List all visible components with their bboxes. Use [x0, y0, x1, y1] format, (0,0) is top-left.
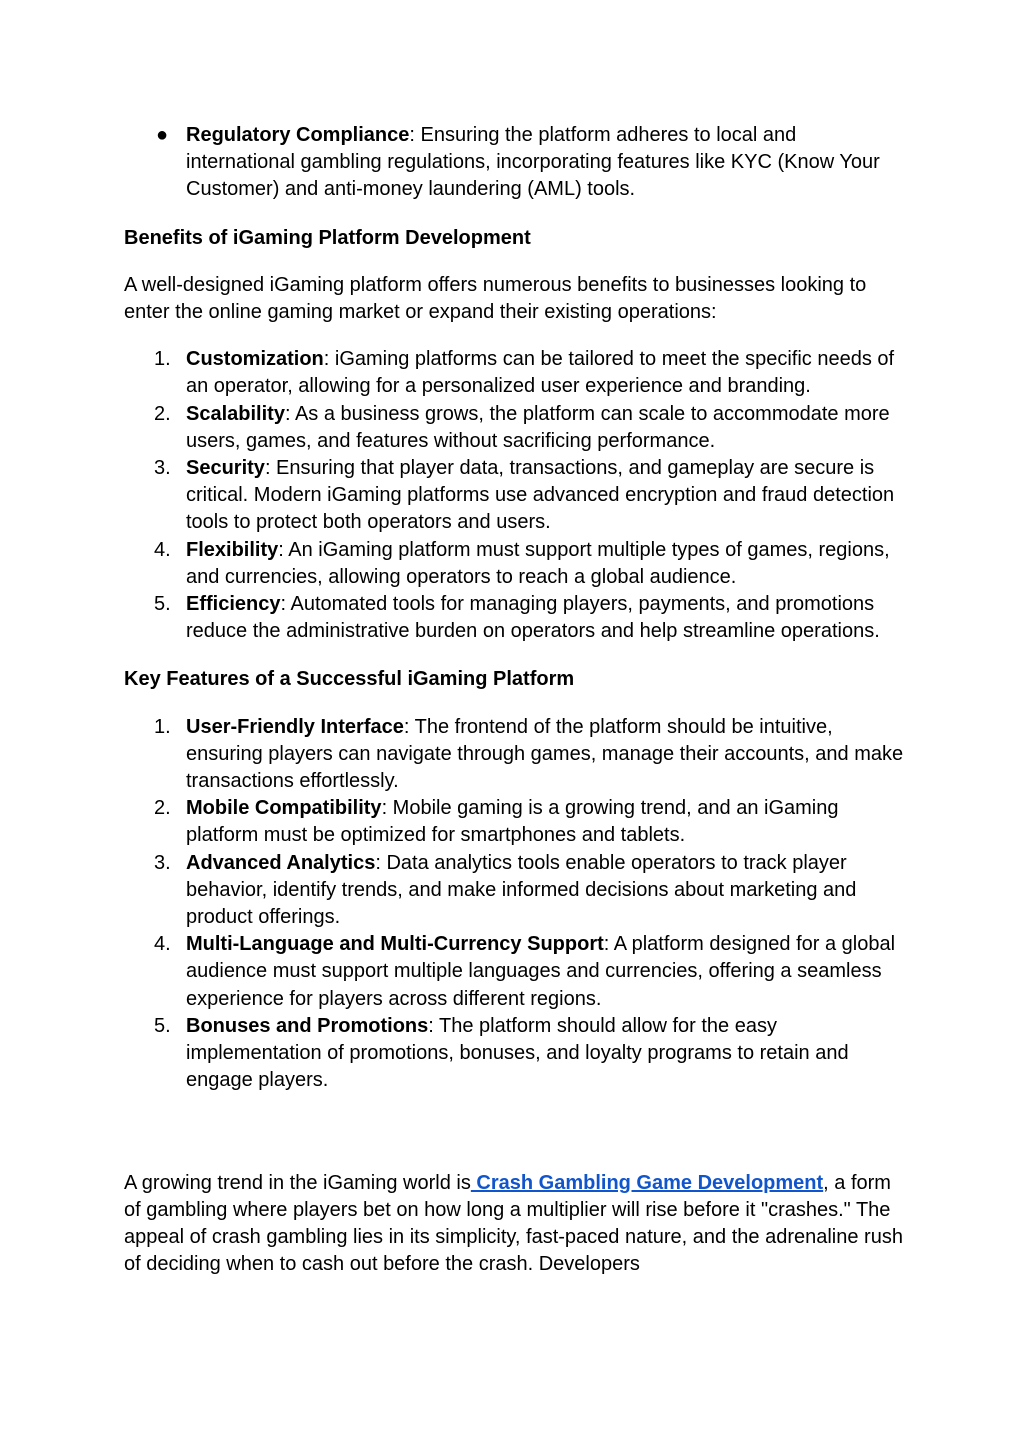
- list-item-term: Advanced Analytics: [186, 851, 376, 874]
- list-number: 2.: [154, 402, 171, 425]
- list-item: [124, 455, 904, 537]
- list-item: [124, 346, 904, 400]
- crash-gambling-link[interactable]: Crash Gambling Game Development: [470, 1171, 824, 1194]
- list-number: 3.: [154, 851, 171, 874]
- list-number: 1.: [154, 348, 171, 371]
- list-item: [124, 795, 904, 849]
- list-item-text: : An iGaming platform must support multiple types of games, regions, and currencies, allowing operators to reach a global audience.: [186, 538, 890, 588]
- list-number: 5.: [154, 593, 171, 616]
- list-item-term: Mobile Compatibility: [186, 797, 382, 820]
- crash-text-after: , a form of gambling where players bet on how long a multiplier will rise before it "crashes." The appeal of crash gambling lies in its simplicity, fast-paced nature, and the adrenaline rush of deciding when to cash out before the crash. Developers: [124, 1171, 903, 1276]
- list-number: 4.: [154, 933, 171, 956]
- benefits-list: [124, 346, 904, 645]
- list-item-term: Regulatory Compliance: [186, 124, 410, 146]
- crash-text-before: A growing trend in the iGaming world is: [124, 1171, 471, 1194]
- list-item: [124, 714, 904, 796]
- list-item-text: : Ensuring that player data, transactions, and gameplay are secure is critical. Modern iGaming platforms use advanced encryption and fraud detection tools to protect both operators and users.: [186, 457, 895, 534]
- list-number: 5.: [154, 1014, 171, 1037]
- list-item-text: : Ensuring the platform adheres to local and international gambling regulations, incorporating features like KYC (Know Your Customer) and anti-money laundering (AML) tools.: [186, 124, 880, 201]
- document-page: [124, 122, 904, 1278]
- list-item: [124, 401, 904, 455]
- list-number: 3.: [154, 457, 171, 480]
- list-item-term: Bonuses and Promotions: [186, 1014, 429, 1037]
- list-item-term: Security: [186, 457, 265, 480]
- benefits-intro: A well-designed iGaming platform offers numerous benefits to businesses looking to enter the online gaming market or expand their existing operations:: [124, 273, 867, 324]
- list-item-text: : As a business grows, the platform can scale to accommodate more users, games, and features without sacrificing performance.: [186, 402, 890, 452]
- list-item-text: : iGaming platforms can be tailored to meet the specific needs of an operator, allowing for a personalized user experience and branding.: [186, 348, 895, 398]
- list-item-text: : Mobile gaming is a growing trend, and an iGaming platform must be optimized for smartphones and tablets.: [186, 797, 839, 847]
- features-heading: Key Features of a Successful iGaming Platform: [124, 668, 575, 691]
- list-item-term: Flexibility: [186, 538, 279, 561]
- features-list: [124, 714, 904, 1095]
- list-number: 1.: [154, 715, 171, 738]
- list-item-term: Customization: [186, 348, 324, 371]
- list-item: [124, 850, 904, 932]
- list-item: [124, 591, 904, 645]
- list-item-text: : Data analytics tools enable operators to track player behavior, identify trends, and make informed decisions about marketing and product offerings.: [186, 851, 857, 929]
- list-number: 4.: [154, 538, 171, 561]
- list-item-text: : A platform designed for a global audience must support multiple languages and currencies, offering a seamless experience for players across different regions.: [186, 933, 896, 1010]
- list-item: [124, 1013, 904, 1095]
- compliance-list: [124, 122, 904, 204]
- bullet-icon: ●: [156, 124, 169, 146]
- list-item-text: : The platform should allow for the easy implementation of promotions, bonuses, and loyalty programs to retain and engage players.: [186, 1014, 849, 1092]
- list-item: [124, 537, 904, 591]
- list-item: [124, 931, 904, 1013]
- crash-paragraph: [124, 1170, 904, 1279]
- list-item-text: : Automated tools for managing players, payments, and promotions reduce the administrative burden on operators and help streamline operations.: [186, 593, 880, 643]
- list-item-term: User-Friendly Interface: [186, 715, 404, 738]
- list-item-term: Scalability: [186, 402, 285, 425]
- benefits-heading: Benefits of iGaming Platform Development: [124, 226, 531, 249]
- list-item-term: Multi-Language and Multi-Currency Support: [186, 933, 604, 956]
- list-number: 2.: [154, 797, 171, 820]
- list-item: [124, 122, 904, 204]
- list-item-text: : The frontend of the platform should be intuitive, ensuring players can navigate through games, manage their accounts, and make transactions effortlessly.: [186, 715, 904, 793]
- list-item-term: Efficiency: [186, 593, 281, 616]
